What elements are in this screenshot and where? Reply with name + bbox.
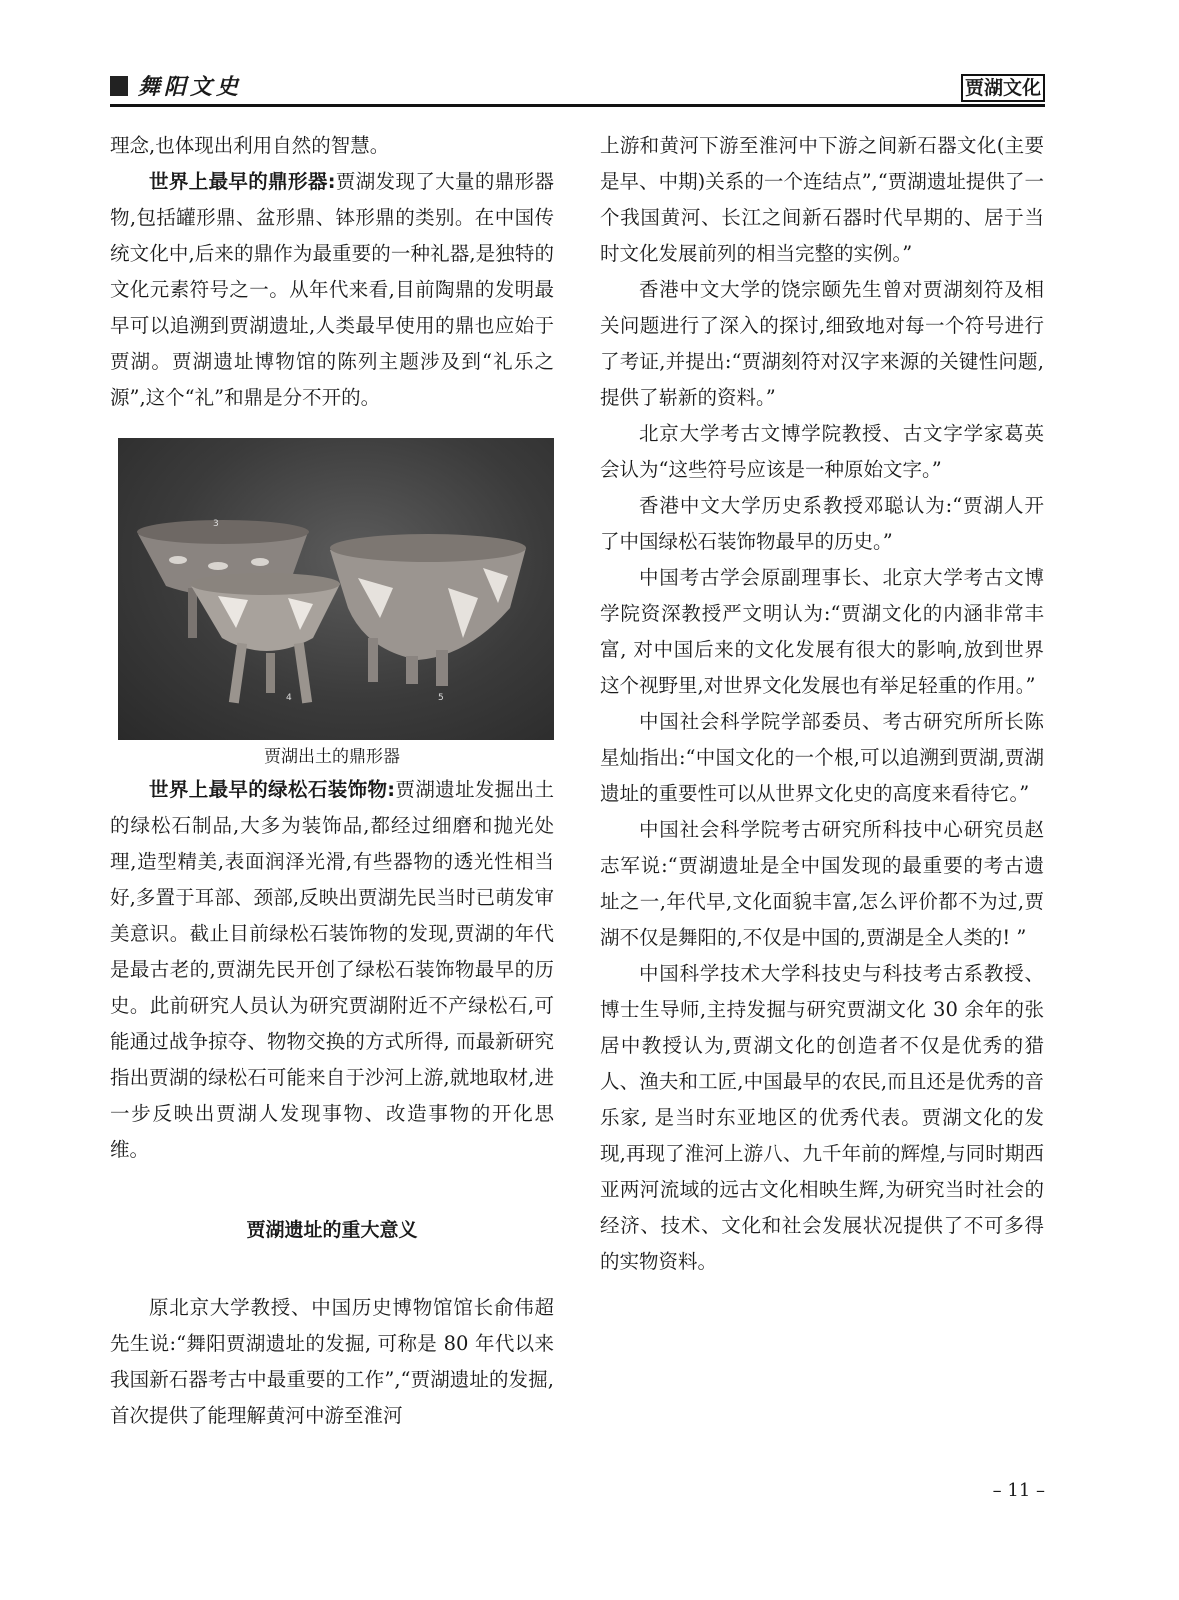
text-ding-vessels: 贾湖发现了大量的鼎形器物,包括罐形鼎、盆形鼎、钵形鼎的类别。在中国传统文化中,后来的鼎作为最重要的一种礼器,是独特的文化元素符号之一。从年代来看,目前陶鼎的发明最早可以追溯到贾湖遗址,人类最早使用的鼎也应始于贾湖。贾湖遗址博物馆的陈列主题涉及到“礼乐之源”,这个“礼”和鼎是分不开的。 (110, 170, 554, 409)
vessel-number-3: 3 (213, 519, 219, 529)
header-journal-title: 舞阳文史 (138, 74, 243, 100)
left-column (110, 128, 554, 1434)
right-column (600, 128, 1044, 1280)
paragraph-deng-cong: 香港中文大学历史系教授邓聪认为:“贾湖人开了中国绿松石装饰物最早的历史。” (600, 494, 1044, 553)
section-title: 贾湖遗址的重大意义 (246, 1219, 418, 1241)
paragraph-zhao-zhijun: 中国社会科学院考古研究所科技中心研究员赵志军说:“贾湖遗址是全中国发现的最重要的考古遗址之一,年代早,文化面貌丰富,怎么评价都不为过,贾湖不仅是舞阳的,不仅是中国的,贾湖是全人类的! ” (600, 818, 1044, 949)
figure-caption: 贾湖出土的鼎形器 (264, 747, 400, 767)
page-header (110, 70, 1045, 107)
keyword-turquoise: 世界上最早的绿松石装饰物: (149, 778, 396, 801)
photo-ding-vessels (118, 438, 554, 740)
keyword-ding-vessels: 世界上最早的鼎形器: (149, 170, 336, 193)
vessel-number-4: 4 (286, 693, 292, 703)
page-number: – 11 – (992, 1480, 1045, 1501)
paragraph-yan-wenming: 中国考古学会原副理事长、北京大学考古文博学院资深教授严文明认为:“贾湖文化的内涵非常丰富, 对中国后来的文化发展有很大的影响,放到世界这个视野里,对世界文化发展也有举足轻重的作用。” (600, 566, 1044, 697)
paragraph-yu-weichao-cont: 上游和黄河下游至淮河中下游之间新石器文化(主要是早、中期)关系的一个连结点”,“贾湖遗址提供了一个我国黄河、长江之间新石器时代早期的、居于当时文化发展前列的相当完整的实例。” (600, 134, 1044, 265)
paragraph-turquoise (110, 772, 554, 1168)
paragraph-rao-zongyi: 香港中文大学的饶宗颐先生曾对贾湖刻符及相关问题进行了深入的探讨,细致地对每一个符号进行了考证,并提出:“贾湖刻符对汉字来源的关键性问题,提供了崭新的资料。” (600, 278, 1044, 409)
paragraph-zhang-juzhong: 中国科学技术大学科技史与科技考古系教授、博士生导师,主持发掘与研究贾湖文化 30 余年的张居中教授认为,贾湖文化的创造者不仅是优秀的猎人、渔夫和工匠,中国最早的农民,而且还是优秀的音乐家, 是当时东亚地区的优秀代表。贾湖文化的发现,再现了淮河上游八、九千年前的辉煌,与同时期西亚两河流域的远古文化相映生辉,为研究当时社会的经济、技术、文化和社会发展状况提供了不可多得的实物资料。 (600, 962, 1044, 1273)
header-section-title: 贾湖文化 (961, 74, 1045, 102)
paragraph-yu-weichao: 原北京大学教授、中国历史博物馆馆长俞伟超先生说:“舞阳贾湖遗址的发掘, 可称是 80 年代以来我国新石器考古中最重要的工作”,“贾湖遗址的发掘,首次提供了能理解黄河中游至淮河 (110, 1296, 554, 1427)
text-turquoise: 贾湖遗址发掘出土的绿松石制品,大多为装饰品,都经过细磨和抛光处理,造型精美,表面润泽光滑,有些器物的透光性相当好,多置于耳部、颈部,反映出贾湖先民当时已萌发审美意识。截止目前绿松石装饰物的发现,贾湖的年代是最古老的,贾湖先民开创了绿松石装饰物最早的历史。此前研究人员认为研究贾湖附近不产绿松石,可能通过战争掠夺、物物交换的方式所得, 而最新研究指出贾湖的绿松石可能来自于沙河上游,就地取材,进一步反映出贾湖人发现事物、改造事物的开化思维。 (110, 778, 554, 1161)
paragraph-ge-yinghui: 北京大学考古文博学院教授、古文字学家葛英会认为“这些符号应该是一种原始文字。” (600, 422, 1044, 481)
paragraph-continuation: 理念,也体现出利用自然的智慧。 (110, 134, 390, 157)
paragraph-chen-xingcan: 中国社会科学院学部委员、考古研究所所长陈星灿指出:“中国文化的一个根,可以追溯到贾湖,贾湖遗址的重要性可以从世界文化史的高度来看待它。” (600, 710, 1044, 805)
ding-vessels-illustration (118, 438, 554, 740)
header-square-mark (110, 76, 128, 96)
paragraph-ding-vessels (110, 164, 554, 416)
vessel-number-5: 5 (438, 693, 444, 703)
